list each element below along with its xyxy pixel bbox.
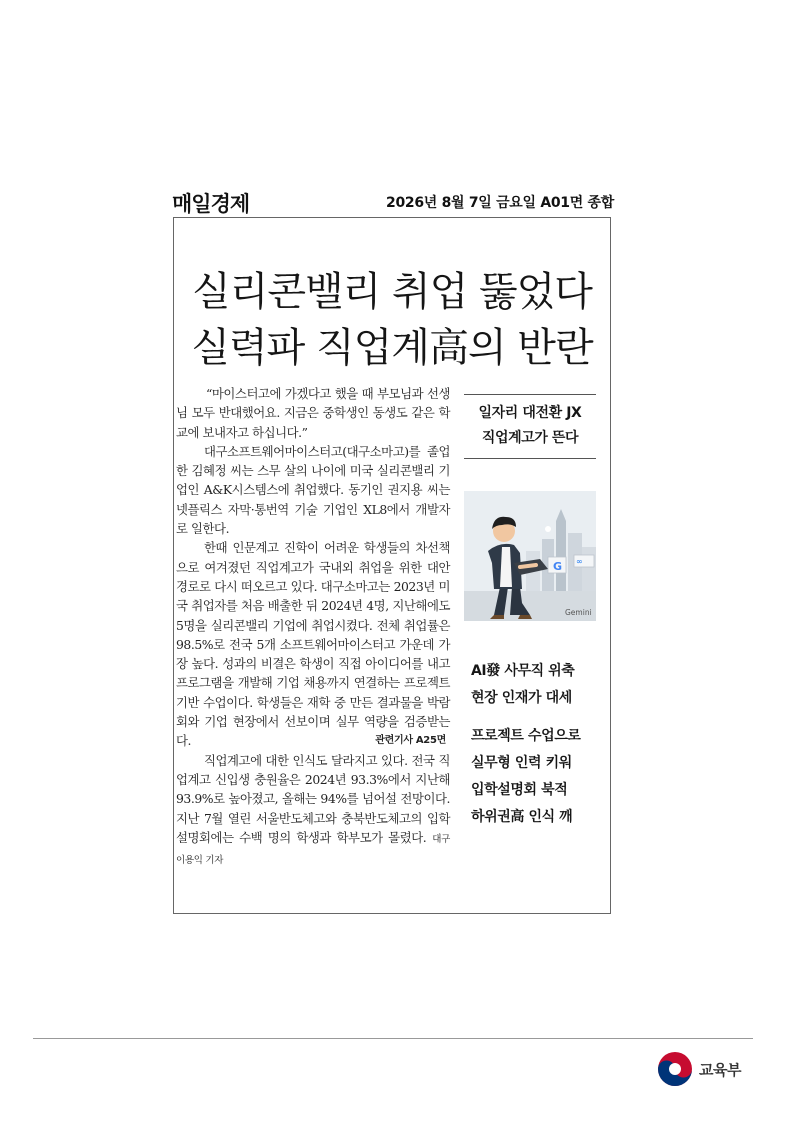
- ministry-name: 교육부: [699, 1061, 741, 1079]
- paragraph-text: 한때 인문계고 진학이 어려운 학생들의 차선책으로 여겨졌던 직업계고가 국내외 취업을 위한 대안 경로로 다시 떠오르고 있다. 대구소마고는 2023년 미국 취업자를 처음 배출한 뒤 2024년 4명, 지난해에도 5명을 실리콘밸리 기업에 취업시켰다. 전체 취업률은 98.5%로 전국 5개 소프트웨어마이스터고 가운데 가장 높다. 성과의 비결은 학생이 직접 아이디어를 내고 프로그램을 개발해 기업 채용까지 연결하는 프로젝트 기반 수업이다. 학생들은 재학 중 만든 결과물을 박람회와 기업 현장에서 선보이며 실무 역량을 검증받는다.: [176, 540, 450, 749]
- footer-divider: [33, 1038, 753, 1039]
- ministry-logo: [657, 1049, 757, 1089]
- paragraph-text: 직업계고에 대한 인식도 달라지고 있다. 전국 직업계고 신입생 충원율은 2024년 93.3%에서 지난해 93.9%로 높아졌고, 올해는 94%를 넘어설 전망이다. 지난 7월 열린 서울반도체고와 충북반도체고의 입학설명회에는 수백 명의 학생과 학부모가 몰렸다.: [176, 752, 450, 845]
- subhead: 입학설명회 북적: [471, 782, 568, 798]
- byline: 대구 이용익 기자: [176, 833, 450, 867]
- subhead: 실무형 인력 키워: [471, 755, 572, 771]
- subhead: 하위권高 인식 깨: [471, 809, 573, 825]
- masthead: [172, 188, 614, 214]
- svg-text:∞: ∞: [576, 557, 583, 566]
- subhead: 현장 인재가 대세: [471, 690, 572, 706]
- sidebar-subheads: [471, 658, 601, 831]
- related-article-note: 관련기사 A25면: [375, 735, 446, 747]
- sidebar-top-rule: [464, 394, 596, 395]
- article-paragraph: 대구소프트웨어마이스터고(대구소마고)를 졸업한 김혜정 씨는 스무 살의 나이에 미국 실리콘밸리 기업인 A&K시스템스에 취업했다. 동기인 권지용 씨는 넷플릭스 자막·통번역 기술 기업인 XL8에서 개발자로 일한다.: [176, 443, 450, 537]
- sidebar-title-line-2: 직업계고가 뜬다: [481, 430, 579, 446]
- headline-line-2: 실력파 직업계高의 반란: [191, 325, 593, 371]
- illustration-student-laptop: [464, 491, 596, 621]
- subhead: AI發 사무직 위축: [471, 663, 575, 679]
- taegeuk-icon: [657, 1051, 693, 1087]
- subhead-group-2: [471, 723, 601, 831]
- sidebar-title-line-1: 일자리 대전환 JX: [478, 405, 582, 421]
- subhead-group-1: [471, 658, 601, 712]
- illustration-watermark: Gemini: [565, 608, 592, 617]
- article-frame: [173, 217, 611, 914]
- dateline: 2026년 8월 7일 금요일 A01면 종합: [386, 195, 614, 211]
- headline-line-1: 실리콘밸리 취업 뚫었다: [192, 269, 592, 315]
- article-paragraph: [174, 538, 450, 750]
- svg-text:G: G: [553, 560, 563, 573]
- article-body: [174, 384, 450, 870]
- newspaper-name: 매일경제: [172, 192, 250, 216]
- article-paragraph: [174, 751, 450, 871]
- subhead: 프로젝트 수업으로: [471, 728, 581, 744]
- sidebar-bottom-rule: [464, 458, 596, 459]
- article-paragraph: “마이스터고에 가겠다고 했을 때 부모님과 선생님 모두 반대했어요. 지금은 중학생인 동생도 같은 학교에 보내자고 하십니다.”: [176, 386, 450, 440]
